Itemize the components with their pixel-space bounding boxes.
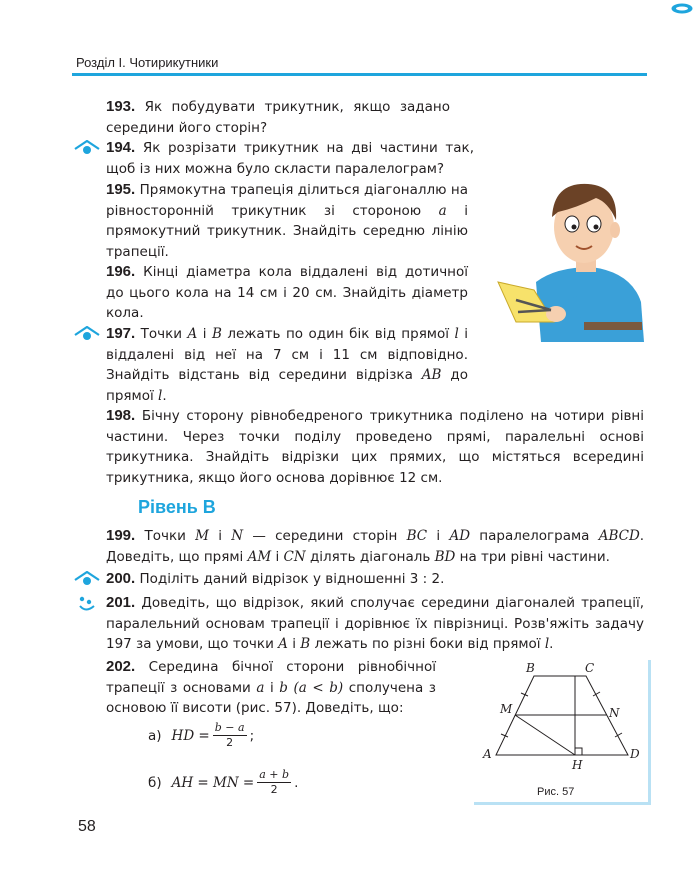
trapezoid-figure	[476, 660, 646, 780]
label-H: H	[572, 758, 583, 772]
medium-level-icon	[74, 326, 100, 342]
level-heading: Рівень В	[138, 497, 216, 517]
fraction: $\frac{b - a}{2}$	[214, 721, 245, 749]
research-task-icon	[78, 595, 98, 613]
right-angle-mark	[575, 748, 582, 755]
medium-level-icon	[74, 140, 100, 156]
label-C: C	[585, 661, 595, 675]
problem-197: 197. Точки A і B лежать по один бік від прямої l і віддалені від неї на 7 см і 11 см відповідно. Знайдіть відстань від середини відрізка AB до прямої l.	[106, 325, 469, 404]
label-D: D	[630, 747, 640, 761]
problem-198: 198. Бічну сторону рівнобедреного трикутника поділено на чотири рівні частини. Через точки поділу проведено прямі, паралельні основі трикутника. Знайдіть відрізки цих прямих, що містяться всередині трикутника, якщо його основа дорівнює 12 см.	[106, 407, 644, 486]
boy-with-scissors-illustration	[496, 172, 646, 342]
figure-caption: Рис. 57	[537, 786, 575, 798]
problem-195: 195. Прямокутна трапеція ділиться діагоналлю на рівносторонній трикутник зі стороною a і прямокутний трикутник. Знайдіть середню лінію трапеції.	[106, 181, 469, 260]
section-header: Розділ І. Чотирикутники	[76, 55, 219, 70]
belt	[584, 322, 642, 330]
header-divider	[72, 73, 647, 76]
medium-level-icon	[74, 571, 100, 587]
label-B: B	[526, 661, 535, 675]
formula-a: а) HD = $\frac{b - a}{2}$ ;	[148, 721, 255, 749]
publisher-logo	[671, 3, 693, 14]
segment-MH	[515, 715, 575, 755]
problem-194: 194. Як розрізати трикутник на дві частини так, щоб із них можна було скласти паралелограм?	[106, 139, 474, 177]
problem-196: 196. Кінці діаметра кола віддалені від дотичної до цього кола на 14 см і 20 см. Знайдіть діаметр кола.	[106, 263, 469, 321]
problem-200: 200. Поділіть даний відрізок у відношенні 3 : 2.	[106, 570, 445, 587]
label-N: N	[609, 706, 620, 720]
label-M: M	[500, 702, 513, 716]
problem-193: 193. Як побудувати трикутник, якщо задано середини його сторін?	[106, 98, 450, 136]
problem-201: 201. Доведіть, що відрізок, який сполучає середини діагоналей трапеції, паралельний основам трапеції і дорівнює їх піврізниці. Розв'яжіть задачу 197 за умови, що точки A і B лежать по різні боки від прямої l.	[106, 594, 644, 652]
page-number: 58	[78, 818, 96, 835]
fraction: $\frac{a + b}{2}$	[259, 768, 290, 796]
problem-202: 202. Середина бічної сторони рівнобічної трапеції з основами a і b (a < b) сполучена з основою її висоти (рис. 57). Доведіть, що:	[106, 658, 436, 716]
label-A: A	[483, 747, 492, 761]
problem-199: 199. Точки M і N — середини сторін BC і AD паралелограма ABCD. Доведіть, що прямі AM і CN ділять діагональ BD на три рівні частини.	[106, 527, 645, 565]
formula-b: б) AH = MN = $\frac{a + b}{2}$ .	[148, 768, 299, 796]
